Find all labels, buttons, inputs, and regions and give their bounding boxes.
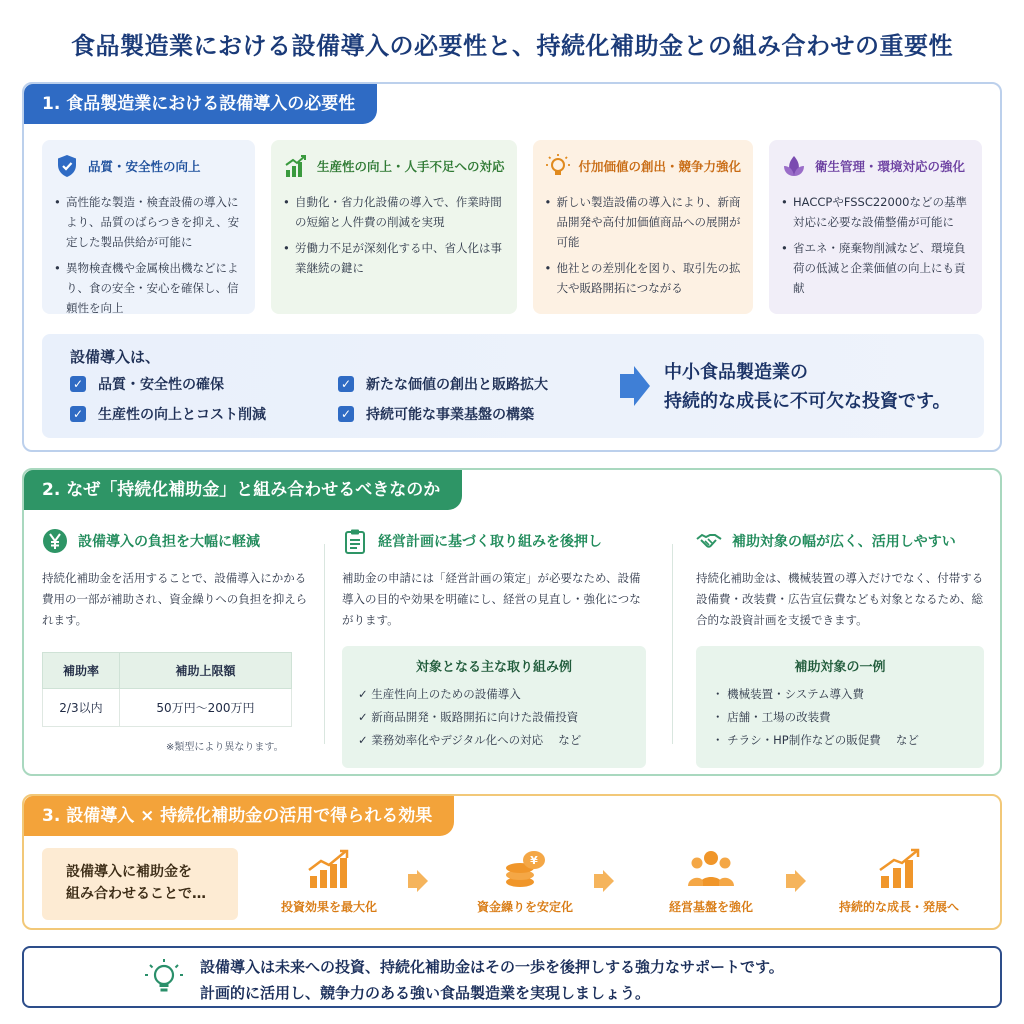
subsidy-table (42, 652, 292, 727)
column-title: 設備導入の負担を大幅に軽減 (78, 534, 260, 550)
column-body: 補助金の申請には「経営計画の策定」が必要なため、設備導入の目的や効果を明確にし、経営の見直し・強化につながります。 (342, 571, 641, 627)
column-body: 持続化補助金は、機械装置の導入だけでなく、付帯する設備費・改装費・広告宣伝費なども対象となるため、総合的な設資計画を支援できます。 (696, 571, 984, 627)
effect-label: 資金繰りを安定化 (476, 900, 573, 914)
effect-item (450, 848, 600, 924)
effect-item (636, 848, 786, 924)
checkbox-icon: ✓ (70, 376, 86, 392)
section-why-subsidy (22, 468, 1002, 776)
effect-label: 経営基盤を強化 (668, 900, 753, 914)
column-divider (672, 544, 673, 744)
coins-icon (502, 848, 548, 890)
team-icon (688, 848, 734, 890)
examples-box (342, 646, 646, 768)
list-item: ✓ 新商品開発・販路開拓に向けた設備投資 (358, 710, 579, 724)
bar-growth-icon (306, 848, 352, 890)
list-item: ・ チラシ・HP制作などの販促費 など (712, 733, 919, 747)
growth-chart-icon (283, 153, 309, 179)
rising-bars-icon (876, 848, 922, 890)
list-item: ✓ 生産性向上のための設備導入 (358, 687, 521, 701)
eligible-costs-title: 補助対象の一例 (794, 660, 886, 675)
page-title: 食品製造業における設備導入の必要性と、持続化補助金との組み合わせの重要性 (71, 32, 953, 60)
column-divider (324, 544, 325, 744)
closing-message (22, 946, 1002, 1008)
yen-coin-icon (42, 528, 68, 554)
card-point: • 省エネ・廃棄物削減など、環境負荷の低減と企業価値の向上にも貢献 (781, 238, 970, 298)
card-point: • 他社との差別化を図り、取引先の拡大や販路開拓につながる (545, 258, 742, 298)
effect-label: 持続的な成長・発展へ (838, 900, 959, 914)
table-note: ※類型により異なります。 (166, 742, 284, 753)
column-burden-reduction (42, 526, 312, 770)
list-item: ・ 店舗・工場の改装費 (712, 710, 831, 724)
effect-item (254, 848, 404, 924)
table-cell: 2/3以内 (43, 689, 120, 727)
checkbox-icon: ✓ (70, 406, 86, 422)
arrow-right-icon (408, 870, 428, 892)
card-point: • 新しい製造設備の導入により、新商品開発や高付加価値商品への展開が可能 (545, 192, 742, 252)
card-quality-safety (42, 140, 255, 314)
reason-cards (42, 140, 982, 314)
closing-line-1: 設備導入は未来への投資、持続化補助金はその一歩を後押しする強力なサポートです。 (200, 958, 784, 976)
check-item (338, 374, 548, 394)
card-title: 品質・安全性の向上 (88, 159, 201, 174)
card-point: • 異物検査機や金属検出機などにより、食の安全・安心を確保し、信頼性を向上 (54, 258, 243, 318)
lightbulb-icon (545, 153, 571, 179)
eligible-costs-box (696, 646, 984, 768)
card-point: • HACCPやFSSC22000などの基準対応に必要な設備整備が可能に (781, 192, 970, 232)
list-item: ✓ 業務効率化やデジタル化への対応 など (358, 733, 582, 747)
effect-item (824, 848, 974, 924)
lightbulb-icon (142, 956, 186, 1000)
examples-title: 対象となる主な取り組み例 (415, 660, 572, 675)
closing-line-2: 計画的に活用し、競争力のある強い食品製造業を実現しましょう。 (200, 984, 651, 1002)
column-body: 持続化補助金を活用することで、設備導入にかかる費用の一部が補助され、資金繰りへの負担を抑えられます。 (42, 571, 308, 627)
card-point: • 自動化・省力化設備の導入で、作業時間の短縮と人件費の削減を実現 (283, 192, 505, 232)
card-hygiene-environment (769, 140, 982, 314)
arrow-right-icon (786, 870, 806, 892)
check-item (70, 374, 224, 394)
arrow-right-icon (616, 366, 650, 406)
check-label: 生産性の向上とコスト削減 (98, 407, 266, 423)
check-label: 新たな価値の創出と販路拡大 (366, 377, 548, 393)
summary-lead: 設備導入は、 (70, 348, 161, 366)
shield-icon (54, 153, 80, 179)
column-title: 経営計画に基づく取り組みを後押し (378, 534, 602, 550)
checkbox-icon: ✓ (338, 406, 354, 422)
column-title: 補助対象の幅が広く、活用しやすい (732, 534, 956, 550)
table-header: 補助上限額 (119, 653, 291, 689)
section-effects (22, 794, 1002, 930)
check-item (338, 404, 534, 424)
section3-heading: 3. 設備導入 × 持続化補助金の活用で得られる効果 (24, 796, 454, 836)
list-item: ・ 機械装置・システム導入費 (712, 687, 865, 701)
check-label: 品質・安全性の確保 (98, 377, 224, 393)
table-cell: 50万円〜200万円 (119, 689, 291, 727)
effect-label: 投資効果を最大化 (280, 900, 377, 914)
leaf-icon (781, 153, 807, 179)
card-title: 生産性の向上・人手不足への対応 (316, 159, 505, 174)
checkbox-icon: ✓ (338, 376, 354, 392)
card-title: 付加価値の創出・競争力強化 (578, 159, 742, 174)
summary-result: 中小食品製造業の 持続的な成長に不可欠な投資です。 (664, 362, 951, 412)
arrow-right-icon (594, 870, 614, 892)
summary-box (42, 334, 984, 438)
card-title: 衛生管理・環境対応の強化 (815, 159, 966, 174)
section-necessity (22, 82, 1002, 452)
card-added-value (533, 140, 754, 314)
svg-text:¥: ¥ (530, 854, 538, 867)
check-label: 持続可能な事業基盤の構築 (366, 407, 534, 423)
check-item (70, 404, 266, 424)
card-productivity (271, 140, 517, 314)
table-header: 補助率 (43, 653, 120, 689)
card-point: • 労働力不足が深刻化する中、省人化は事業継続の鍵に (283, 238, 505, 278)
effects-lead: 設備導入に補助金を 組み合わせることで… (42, 848, 238, 920)
handshake-icon (696, 528, 722, 554)
clipboard-icon (342, 528, 368, 554)
section1-heading: 1. 食品製造業における設備導入の必要性 (24, 84, 377, 124)
section2-heading: 2. なぜ「持続化補助金」と組み合わせるべきなのか (24, 470, 462, 510)
card-point: • 高性能な製造・検査設備の導入により、品質のばらつきを抑え、安定した製品供給が可能に (54, 192, 243, 252)
